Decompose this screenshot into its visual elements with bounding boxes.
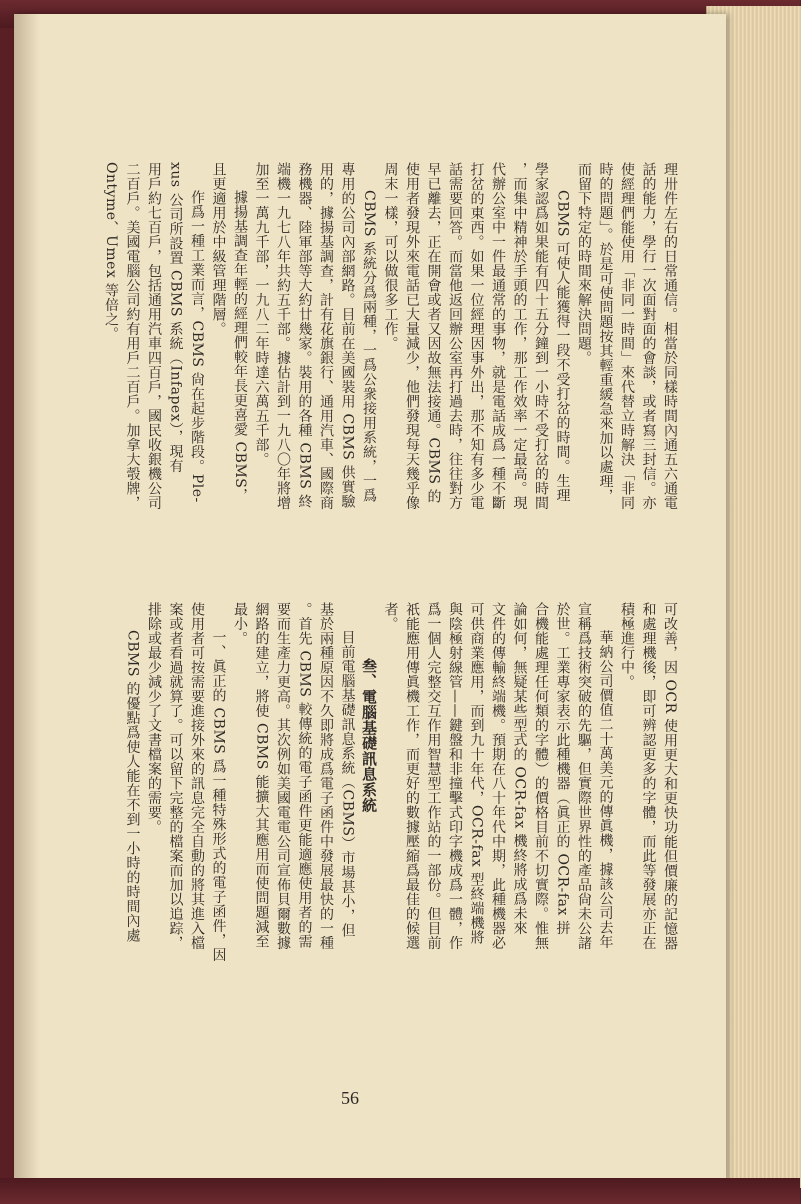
text-column: 文件的傳輸終端機。預期在八十年代中期，此種機器必 — [490, 602, 506, 950]
text-column: 理卅件左右的日常通信。相當於同樣時間內通五六通電 — [662, 162, 678, 510]
text-column: 目前電腦基礎訊息系統（CBMS）市場甚小，但 — [339, 630, 356, 938]
text-column: 時的問題」。於是可使問題按其輕重緩急來加以處理， — [597, 162, 614, 503]
text-column: CBMS 系統分爲兩種，一爲公衆接用系統，一爲 — [361, 190, 377, 503]
upper-text-block — [103, 162, 680, 610]
text-column: 可供商業應用，而到九十年代，OCR-fax 型終端機將 — [468, 602, 485, 945]
text-column: 加至一萬九千部，一九八二年時達六萬五千部。 — [253, 162, 270, 467]
book-cover-bottom — [0, 1178, 800, 1204]
text-column: 務機器、陸軍部等大約廿幾家。裝用的各種 CBMS 終 — [296, 162, 313, 509]
text-column: 於世。工業專家表示此種機器（眞正的 OCR-fax 拼 — [554, 602, 571, 936]
text-column: 可改善，因 OCR 使用更大和更快功能但價廉的記憶器 — [662, 602, 678, 951]
text-column: 使用者可按需要進接外來的訊息完全自動的將其進入檔 — [189, 602, 205, 950]
text-column: 用戶約七百戶，包括通用汽車四百戶，國民收銀機公司 — [146, 162, 162, 510]
text-column: 祇能應用傳眞機工作，而更好的數據壓縮爲最佳的候選 — [404, 602, 420, 950]
text-column: 專用的公司內部網路。目前在美國裝用 CBMS 供實驗 — [339, 162, 356, 509]
text-column: 案或者看過就算了。可以留下完整的檔案而加以追踪， — [167, 602, 184, 950]
text-column: Ontyme、Umex 等倍之。 — [103, 162, 119, 342]
text-column: 合機能處理任何類的字體）的價格目前不切實際。惟無 — [533, 602, 549, 950]
lower-text-block — [50, 602, 680, 1062]
section-heading: 叁、電腦基礎訊息系統 — [360, 658, 378, 813]
text-column: 話需要回答。而當他返回辦公室再打過去時，往往對方 — [447, 162, 463, 510]
text-column: 華納公司價值二十萬美元的傳眞機，據該公司去年 — [597, 630, 614, 949]
text-column: 要而生產力更高。其次例如美國電電公司宣佈貝爾數據 — [275, 602, 291, 950]
text-column: 打岔的東西。如果一位經理因事外出，那不知有多少電 — [468, 162, 485, 510]
text-column: 排除或最少減少了文書檔案的需要。 — [146, 602, 162, 834]
text-column: 宣稱爲技術突破的先驅，但實際世界性的產品尙未公諸 — [576, 602, 592, 950]
text-column: 早已離去，正在開會或者又因故無法接通。CBMS 的 — [425, 162, 442, 504]
text-column: 爲一個人完整交互作用智慧型工作站的一部份。但目前 — [425, 602, 442, 950]
text-column: 二百戶。美國電腦公司約有用戶二百戶。加拿大彀牌， — [124, 162, 141, 510]
text-column: 學家認爲如果能有四十五分鐘到一小時不受打岔的時間 — [533, 162, 549, 510]
text-column: ，而集中精神於手頭的工作，那工作效率一定最高。現 — [511, 162, 528, 510]
text-column: 。首先 CBMS 較傳統的電子函件更能適應使用者的需 — [296, 602, 313, 949]
text-column: 用的，據揚基調查，計有花旗銀行、通用汽車、國際商 — [318, 162, 334, 510]
text-column: 話的能力，學行一次面對面的會談，或者寫三封信。亦 — [640, 162, 657, 510]
text-column: 積極進行中。 — [619, 602, 635, 689]
page-number: 56 — [341, 1088, 359, 1108]
text-column: 最小。 — [232, 602, 248, 646]
text-column: 且更適用於中級管理階層。 — [210, 162, 227, 336]
text-column: 一、眞正的 CBMS 爲一種特殊形式的電子函件，因 — [210, 630, 227, 963]
text-column: 者。 — [382, 602, 399, 631]
text-column: 而留下特定的時間來解決問題。 — [576, 162, 592, 365]
text-column: 端機一九七八年共約五千部。據估計到一九八〇年將增 — [275, 162, 291, 510]
text-column: 基於兩種原因不久即將成爲電子函件中發展最快的一種 — [318, 602, 334, 950]
text-column: 據揚基調查年輕的經理們較年長更喜愛 CBMS， — [232, 190, 248, 503]
text-column: 網路的建立，將使 CBMS 能擴大其應用而使問題減至 — [253, 602, 270, 949]
text-column: CBMS 可使人能獲得一段不受打岔的時間。生理 — [554, 190, 571, 503]
text-column: xus 公司所設置 CBMS 系統（Infapex），現有 — [167, 162, 184, 474]
text-column: CBMS 的優點爲使人能在不到一小時的時間內處 — [124, 630, 141, 943]
text-column: 作爲一種工業而言，CBMS 尙在起步階段。Ple- — [189, 190, 205, 503]
text-column: 周末一樣，可以做很多工作。 — [382, 162, 399, 351]
text-column: 論如何，無疑某些型式的 OCR-fax 機終將成爲未來 — [511, 602, 528, 936]
book-page — [14, 14, 726, 1182]
text-column: 和處理機後，即可辨認更多的字體，而此等發展亦正在 — [640, 602, 657, 950]
text-column: 使經理們能使用「非同一時間」來代替立時解決「非同 — [619, 162, 635, 510]
text-column: 使用者發現外來電話已大量減少，他們發現每天幾乎像 — [404, 162, 420, 510]
text-column: 與陰極射線管——鍵盤和非撞擊式印字機成爲一體，作 — [447, 602, 463, 950]
text-column: 代辦公室中一件最通常的事物，就是電話成爲一種不斷 — [490, 162, 506, 510]
